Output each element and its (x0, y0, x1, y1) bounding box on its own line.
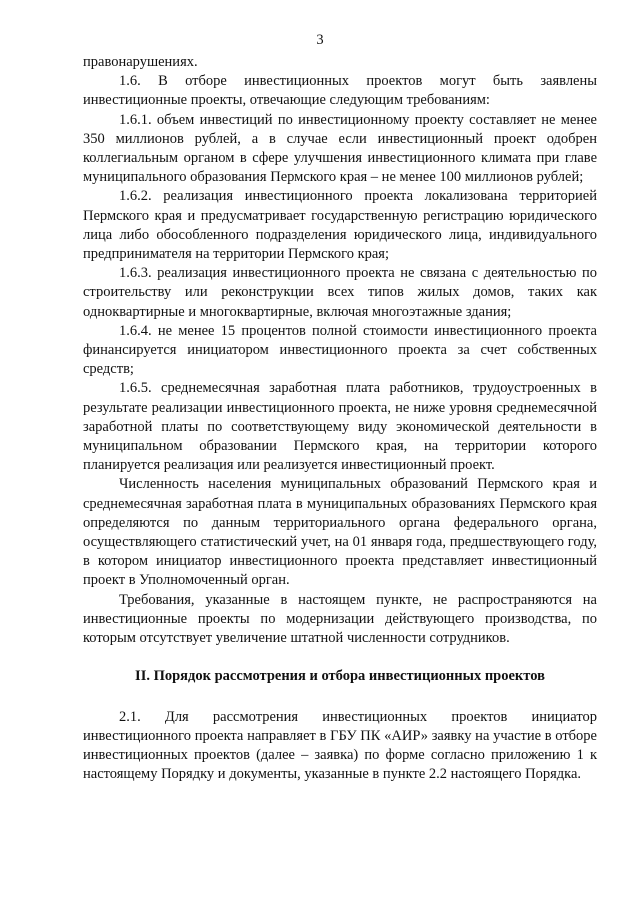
paragraph-1-6-4: 1.6.4. не менее 15 процентов полной стоимости инвестиционного проекта финансируется инициатором инвестиционного проекта за счет собственных средств; (83, 322, 597, 378)
paragraph-continuation: правонарушениях. (83, 54, 198, 70)
paragraph-1-6-5: 1.6.5. среднемесячная заработная плата работников, трудоустроенных в результате реализации инвестиционного проекта, не ниже уровня среднемесячной заработной платы по соответствующему виду экономической деятельности в муниципальном образовании Пермского края, на территории которого планируется реализация или реализуется инвестиционный проект. (83, 380, 597, 474)
paragraph-population: Численность населения муниципальных образований Пермского края и среднемесячная заработная плата в муниципальных образованиях Пермского края определяются по данным территориального органа федерального органа, осуществляющего статистический учет, на 01 января года, предшествующего году, в котором инициатор инвестиционного проекта представляет инвестиционный проект в Уполномоченный орган. (83, 476, 597, 589)
paragraph-requirements-exemption: Требования, указанные в настоящем пункте, не распространяются на инвестиционные проекты по модернизации действующего производства, по которым отсутствует увеличение штатной численности сотрудников. (83, 591, 597, 647)
paragraph-2-1: 2.1. Для рассмотрения инвестиционных проектов инициатор инвестиционного проекта направляет в ГБУ ПК «АИР» заявку на участие в отборе инвестиционных проектов (далее – заявка) по форме согласно приложению 1 к настоящему Порядку и документы, указанные в пункте 2.2 настоящего Порядка. (83, 708, 597, 783)
page-number: 3 (316, 32, 324, 48)
paragraph-1-6-1: 1.6.1. объем инвестиций по инвестиционному проекту составляет не менее 350 миллионов рублей, а в случае если инвестиционный проект одобрен коллегиальным органом в сфере улучшения инвестиционного климата при главе муниципального образования Пермского края – не менее 100 миллионов рублей; (83, 111, 597, 186)
paragraph-1-6: 1.6. В отборе инвестиционных проектов могут быть заявлены инвестиционные проекты, отвечающие следующим требованиям: (83, 73, 597, 109)
document-body (83, 53, 597, 784)
paragraph-1-6-2: 1.6.2. реализация инвестиционного проекта локализована территорией Пермского края и предусматривает государственную регистрацию юридического лица либо обособленного подразделения юридического лица, индивидуального предпринимателя на территории Пермского края; (83, 188, 597, 263)
section-heading: II. Порядок рассмотрения и отбора инвестиционных проектов (135, 668, 545, 685)
paragraph-1-6-3: 1.6.3. реализация инвестиционного проекта не связана с деятельностью по строительству или реконструкции всех типов жилых домов, таких как одноквартирные и многоквартирные, включая многоэтажные здания; (83, 265, 597, 320)
